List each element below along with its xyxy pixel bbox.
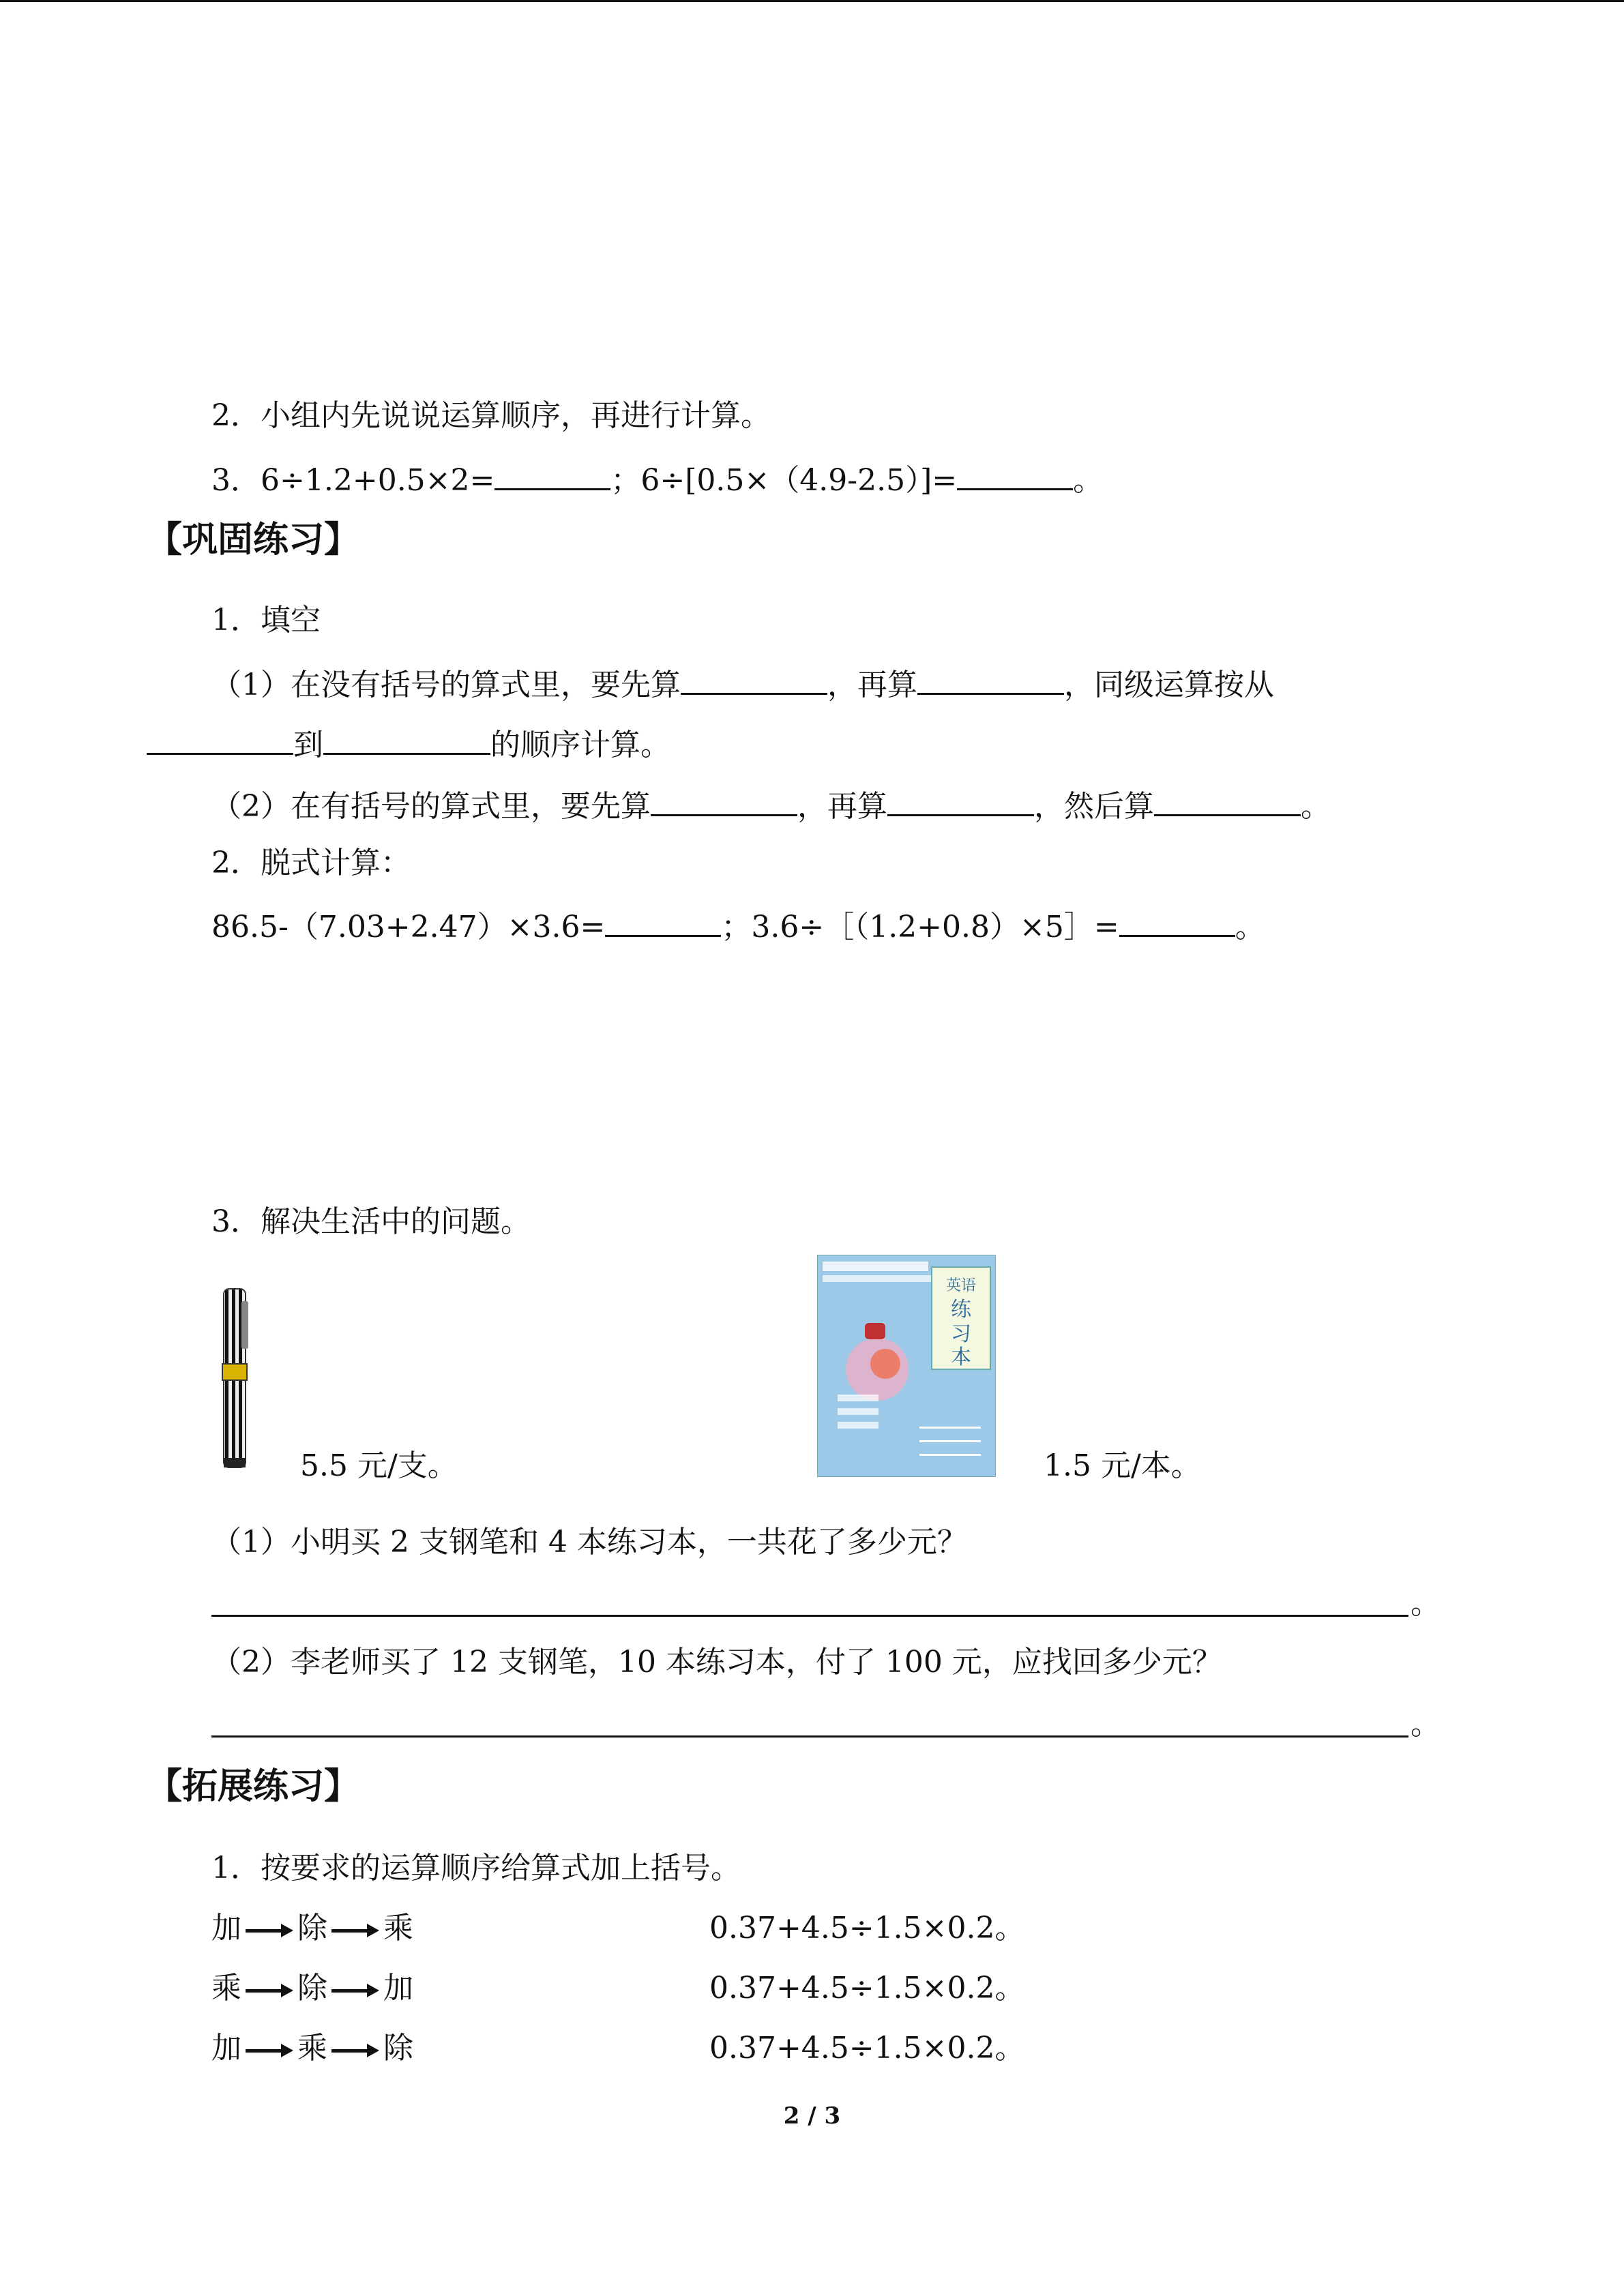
cover-text: 英语 bbox=[945, 1277, 977, 1294]
right-arrow-icon bbox=[331, 2044, 379, 2057]
section-heading-extension: 【拓展练习】 bbox=[147, 1766, 360, 1807]
right-arrow-icon bbox=[246, 1924, 293, 1937]
top-border bbox=[0, 0, 1624, 2]
order-expression: 0.37+4.5÷1.5×0.2。 bbox=[709, 1971, 1025, 2006]
order-row: 乘 除 加 bbox=[211, 1971, 413, 2006]
fill-blank-1-cont: 到 的顺序计算。 bbox=[147, 721, 670, 766]
item-3-expr-1: 3．6÷1.2+0.5×2= bbox=[211, 463, 495, 498]
answer-blank[interactable] bbox=[917, 661, 1064, 695]
pen-image bbox=[218, 1287, 252, 1472]
order-row: 加 乘 除 bbox=[211, 2031, 413, 2066]
answer-line[interactable] bbox=[211, 1615, 1408, 1617]
answer-blank[interactable] bbox=[605, 904, 721, 937]
item-2: 2．小组内先说说运算顺序，再进行计算。 bbox=[211, 398, 771, 433]
answer-blank[interactable] bbox=[323, 721, 490, 755]
order-row: 加 除 乘 bbox=[211, 1911, 413, 1945]
right-arrow-icon bbox=[331, 1984, 379, 1997]
cover-text: 本 bbox=[951, 1345, 971, 1369]
answer-blank[interactable] bbox=[494, 457, 610, 490]
cover-text: 习 bbox=[951, 1322, 971, 1346]
pen-price: 5.5 元/支。 bbox=[300, 1448, 458, 1483]
item-3-expr-2: ；6÷[0.5×（4.9-2.5）]= bbox=[610, 463, 958, 498]
right-arrow-icon bbox=[246, 2044, 293, 2057]
fill-blank-2: （2）在有括号的算式里，要先算 ，再算 ，然后算 。 bbox=[211, 783, 1331, 827]
answer-blank[interactable] bbox=[1154, 783, 1301, 816]
calc-title: 2．脱式计算： bbox=[211, 846, 411, 880]
cover-text: 练 bbox=[951, 1298, 971, 1322]
notebook-price: 1.5 元/本。 bbox=[1044, 1448, 1201, 1483]
item-3: 3．6÷1.2+0.5×2= ；6÷[0.5×（4.9-2.5）]= 。 bbox=[211, 457, 1103, 501]
order-expression: 0.37+4.5÷1.5×0.2。 bbox=[709, 2031, 1025, 2066]
answer-blank[interactable] bbox=[651, 783, 797, 816]
answer-line[interactable] bbox=[211, 1735, 1408, 1738]
fill-blank-title: 1．填空 bbox=[211, 603, 321, 638]
answer-blank[interactable] bbox=[887, 783, 1034, 816]
calc-expression: 86.5-（7.03+2.47）×3.6= ；3.6÷［（1.2+0.8）×5］= 。 bbox=[211, 904, 1265, 948]
answer-blank[interactable] bbox=[147, 721, 293, 755]
answer-blank[interactable] bbox=[681, 661, 827, 695]
answer-blank[interactable] bbox=[957, 457, 1073, 490]
fill-blank-1: （1）在没有括号的算式里，要先算 ，再算 ，同级运算按从 bbox=[211, 661, 1274, 706]
right-arrow-icon bbox=[246, 1984, 293, 1997]
section-heading-consolidation: 【巩固练习】 bbox=[147, 520, 360, 561]
order-expression: 0.37+4.5÷1.5×0.2。 bbox=[709, 1911, 1025, 1945]
word-problem-1: （1）小明买 2 支钢笔和 4 本练习本，一共花了多少元？ bbox=[211, 1525, 967, 1560]
page-number: 2 / 3 bbox=[783, 2102, 841, 2130]
notebook-image bbox=[817, 1255, 996, 1477]
answer-blank[interactable] bbox=[1119, 904, 1235, 937]
bracket-task-title: 1．按要求的运算顺序给算式加上括号。 bbox=[211, 1851, 741, 1885]
word-problem-2: （2）李老师买了 12 支钢笔，10 本练习本，付了 100 元，应找回多少元？ bbox=[211, 1645, 1222, 1680]
word-problem-title: 3．解决生活中的问题。 bbox=[211, 1204, 531, 1239]
right-arrow-icon bbox=[331, 1924, 379, 1937]
